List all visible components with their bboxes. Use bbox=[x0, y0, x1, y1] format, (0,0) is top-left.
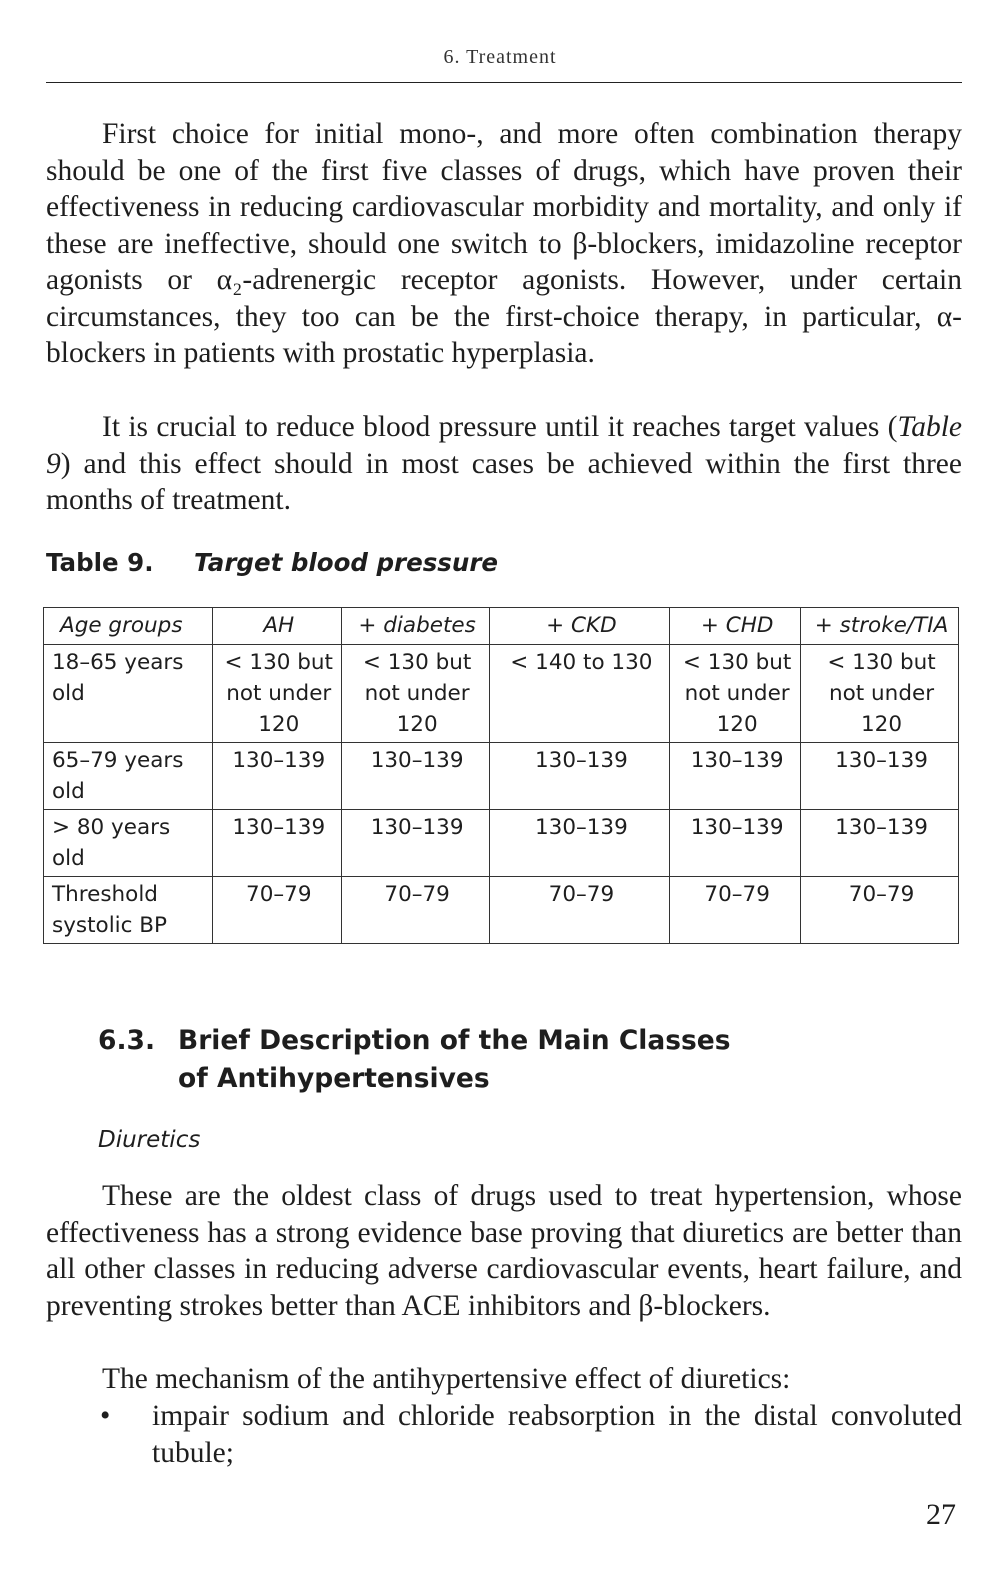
table-cell: 130–139 bbox=[489, 743, 670, 810]
paragraph-target-values-text-b: ) and this effect should in most cases be achieved within the first three months of treatment. bbox=[46, 447, 962, 516]
table-row bbox=[44, 645, 959, 743]
table-cell: 70–79 bbox=[341, 877, 489, 944]
section-number: 6.3. bbox=[98, 1025, 156, 1056]
paragraph-mechanism bbox=[46, 1361, 962, 1398]
section-title-line2: of Antihypertensives bbox=[178, 1063, 490, 1094]
table-caption bbox=[46, 548, 498, 577]
section-heading bbox=[98, 1022, 731, 1098]
table-header-cell: Age groups bbox=[44, 608, 213, 645]
table-header-cell: AH bbox=[212, 608, 341, 645]
table-header-row bbox=[44, 608, 959, 645]
paragraph-diuretics-text: These are the oldest class of drugs used to treat hypertension, whose effectiveness has a strong evidence base proving that diuretics are better than all other classes in reducing adverse cardiovascular events, heart failure, and preventing strokes better than ACE inhibitors and β-blockers. bbox=[46, 1180, 962, 1322]
table-cell: 70–79 bbox=[801, 877, 959, 944]
paragraph-diuretics bbox=[46, 1178, 962, 1324]
table-header-cell: + CHD bbox=[670, 608, 801, 645]
table-cell: < 130 but not under 120 bbox=[670, 645, 801, 743]
header-rule bbox=[46, 82, 962, 83]
page-number: 27 bbox=[926, 1498, 956, 1531]
table-cell: 130–139 bbox=[489, 810, 670, 877]
paragraph-mechanism-text: The mechanism of the antihypertensive effect of diuretics: bbox=[102, 1363, 791, 1395]
table-row bbox=[44, 810, 959, 877]
table-cell: < 130 but not under 120 bbox=[341, 645, 489, 743]
table-cell: 130–139 bbox=[341, 743, 489, 810]
table-cell: < 130 but not under 120 bbox=[801, 645, 959, 743]
table-reference-link[interactable]: Table 9 bbox=[46, 411, 962, 480]
table-cell: 130–139 bbox=[212, 743, 341, 810]
list-item-text: impair sodium and chloride reabsorption in the distal convoluted tubule; bbox=[152, 1400, 962, 1469]
table-caption-number: Table 9. bbox=[46, 548, 154, 577]
table-cell: 130–139 bbox=[670, 810, 801, 877]
paragraph-first-choice-text: First choice for initial mono-, and more often combination therapy should be one of the first five classes of drugs, which have proven their effectiveness in reducing cardiovascular morbidity and mortality, and only if these are ineffective, should one switch to β-blockers, imidazoline receptor agonists or α₂-adrenergic receptor agonists. However, under certain circumstances, they too can be the first-choice therapy, in particular, α-blockers in patients with prostatic hyperplasia. bbox=[46, 118, 962, 369]
bullet-icon: • bbox=[100, 1400, 111, 1432]
table-cell: 130–139 bbox=[670, 743, 801, 810]
subheading-diuretics: Diuretics bbox=[98, 1127, 201, 1153]
table-row-label: Threshold systolic BP bbox=[44, 877, 213, 944]
table-row-label: 18–65 years old bbox=[44, 645, 213, 743]
table-header-cell: + stroke/TIA bbox=[801, 608, 959, 645]
table-cell: 70–79 bbox=[670, 877, 801, 944]
table-cell: < 140 to 130 bbox=[489, 645, 670, 743]
paragraph-target-values bbox=[46, 409, 962, 519]
running-head: 6. Treatment bbox=[443, 46, 557, 68]
table-cell: 130–139 bbox=[212, 810, 341, 877]
table-cell: < 130 but not under 120 bbox=[212, 645, 341, 743]
table-row-label: 65–79 years old bbox=[44, 743, 213, 810]
table-caption-title: Target blood pressure bbox=[194, 548, 499, 577]
paragraph-target-values-text-a: It is crucial to reduce blood pressure until it reaches target values ( bbox=[102, 411, 898, 443]
target-bp-table bbox=[43, 607, 959, 944]
table-header-cell: + diabetes bbox=[341, 608, 489, 645]
table-cell: 130–139 bbox=[341, 810, 489, 877]
table-cell: 70–79 bbox=[212, 877, 341, 944]
table-cell: 130–139 bbox=[801, 810, 959, 877]
paragraph-first-choice bbox=[46, 116, 962, 372]
table-row bbox=[44, 743, 959, 810]
table-row bbox=[44, 877, 959, 944]
table-cell: 70–79 bbox=[489, 877, 670, 944]
table-cell: 130–139 bbox=[801, 743, 959, 810]
section-title-line1: Brief Description of the Main Classes bbox=[178, 1025, 731, 1056]
table-header-cell: + CKD bbox=[489, 608, 670, 645]
table-row-label: > 80 years old bbox=[44, 810, 213, 877]
